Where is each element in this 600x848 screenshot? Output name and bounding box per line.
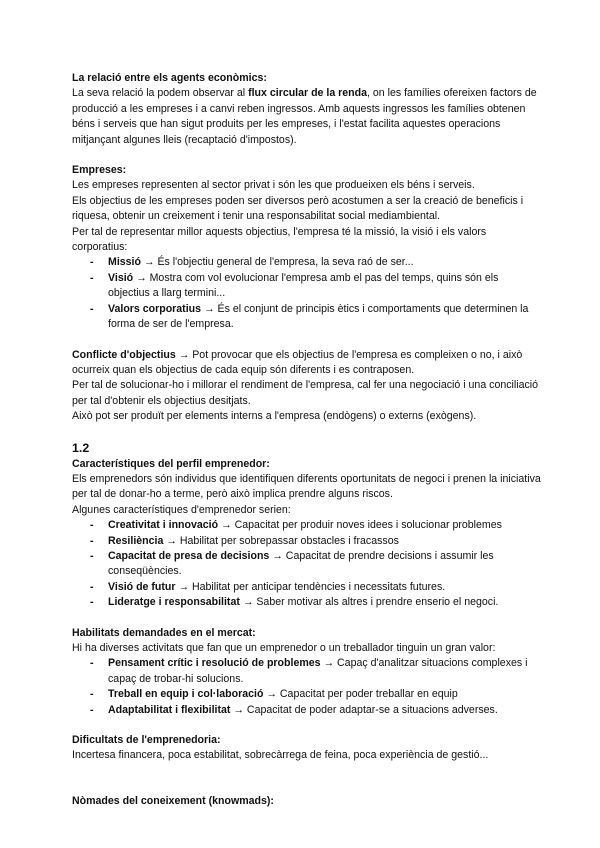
list-item-desc: → És el conjunt de principis ètics i comportaments que determinen la forma de ser de l'empresa. [108, 302, 529, 331]
list-item [72, 595, 542, 610]
paragraph-empreses-2: Els objectius de les empreses poden ser diversos però acostumen a ser la creació de beneficis i riquesa, obtenir un creixement i tenir una responsabilitat social mediambiental. [72, 194, 524, 223]
list-empreses [72, 255, 542, 332]
section-title-dificultats: Dificultats de l'emprenedoria: [72, 734, 221, 747]
list-item [72, 534, 542, 549]
paragraph-empreses-3: Per tal de representar millor aquests objectius, l'empresa té la missió, la visió i els valors corporatius: [72, 225, 487, 254]
list-item-desc: → Capacitat de prendre decisions i assumir les conseqüències. [108, 549, 494, 578]
list-item-term: Visió de futur [108, 580, 176, 593]
list-item [72, 255, 542, 270]
list-item-desc: → Habilitat per anticipar tendències i necessitats futures. [175, 580, 446, 593]
paragraph-empreses-1: Les empreses representen al sector privat i són les que produeixen els béns i serveis. [72, 179, 475, 192]
document-page [72, 71, 542, 809]
paragraph-conflicte-desc: → Pot provocar que els objectius de l'empresa es compleixen o no, i això ocurreix quan els objectius de cada equip són diferents i es contraposen. [72, 348, 523, 376]
section-title-habilitats: Habilitats demandades en el mercat: [72, 626, 256, 639]
list-item-desc: → Habilitat per sobrepassar obstacles i fracassos [163, 534, 399, 547]
list-item [72, 271, 542, 302]
paragraph-caracteristiques-1: Els emprenedors són individus que identifiquen diferents oportunitats de negoci i prenen la iniciativa per tal de donar-ho a terme, però això implica prendre alguns riscos. [72, 472, 541, 501]
list-item-desc: → Capacitat de poder adaptar-se a situacions adverses. [230, 703, 498, 716]
list-item-desc: → Capaç d'analitzar situacions complexes i capaç de trobar-hi solucions. [108, 657, 528, 685]
list-item-term: Resiliència [108, 534, 164, 547]
paragraph-relacio [72, 86, 542, 148]
list-item [72, 302, 542, 333]
list-item-term: Treball en equip i col·laboració [108, 688, 264, 701]
section-number: 1.2 [72, 440, 90, 455]
list-item [72, 687, 542, 702]
list-habilitats [72, 656, 542, 718]
paragraph-conflicte-3: Això pot ser produït per elements interns a l'empresa (endògens) o externs (exògens). [72, 410, 477, 423]
list-item-term: Valors corporatius [108, 302, 202, 315]
list-item-desc: → Mostra com vol evolucionar l'empresa amb el pas del temps, quins són els objectius a llarg termini... [108, 271, 499, 300]
list-item [72, 549, 542, 580]
paragraph-relacio-a: La seva relació la podem observar al [72, 87, 249, 100]
section-title-nomades: Nòmades del coneixement (knowmads): [72, 794, 274, 807]
term-flux-circular: flux circular de la renda [248, 87, 368, 100]
list-item-term: Visió [108, 271, 134, 284]
list-item-term: Creativitat i innovació [108, 519, 219, 532]
paragraph-habilitats-1: Hi ha diverses activitats que fan que un emprenedor o un treballador tinguin un gran valor: [72, 642, 496, 654]
term-conflicte: Conflicte d'objectius [72, 348, 176, 361]
list-item [72, 703, 542, 718]
list-item-term: Adaptabilitat i flexibilitat [108, 703, 231, 716]
list-item-desc: → Capacitat per poder treballar en equip [263, 688, 458, 701]
paragraph-caracteristiques-2: Algunes característiques d'emprenedor serien: [72, 503, 291, 516]
paragraph-conflicte-1 [72, 348, 542, 379]
paragraph-dificultats-1: Incertesa financera, poca estabilitat, sobrecàrrega de feina, poca experiència de gestió... [72, 749, 489, 762]
list-item-desc: → Capacitat per produir noves idees i solucionar problemes [218, 519, 502, 532]
list-item-term: Missió [108, 256, 141, 269]
list-item-desc: → És l'objectiu general de l'empresa, la seva raó de ser... [140, 256, 414, 269]
section-title-caracteristiques: Característiques del perfil emprenedor: [72, 457, 270, 470]
list-item [72, 580, 542, 595]
list-item-term: Pensament crític i resolució de problemes [108, 657, 321, 670]
list-item [72, 656, 542, 687]
list-caracteristiques [72, 518, 542, 610]
section-title-empreses: Empreses: [72, 164, 127, 177]
paragraph-conflicte-2: Per tal de solucionar-ho i millorar el rendiment de l'empresa, cal fer una negociació i una conciliació per tal d'obtenir els objectius desitjats. [72, 379, 539, 407]
list-item [72, 518, 542, 533]
list-item-term: Capacitat de presa de decisions [108, 549, 270, 562]
paragraph-relacio-b: , on les famílies ofereixen factors de producció a les empreses i a canvi reben ingressos. Amb aquests ingressos les famílies obtenen béns i serveis que han sigut produits per les empreses, i l'estat facilita aquestes operacions mitjançant algunes lleis (recaptació d'impostos). [72, 87, 537, 146]
list-item-desc: → Saber motivar als altres i prendre enserio el negoci. [239, 596, 499, 609]
section-title-relacio: La relació entre els agents econòmics: [72, 72, 267, 84]
list-item-term: Lideratge i responsabilitat [108, 596, 240, 609]
